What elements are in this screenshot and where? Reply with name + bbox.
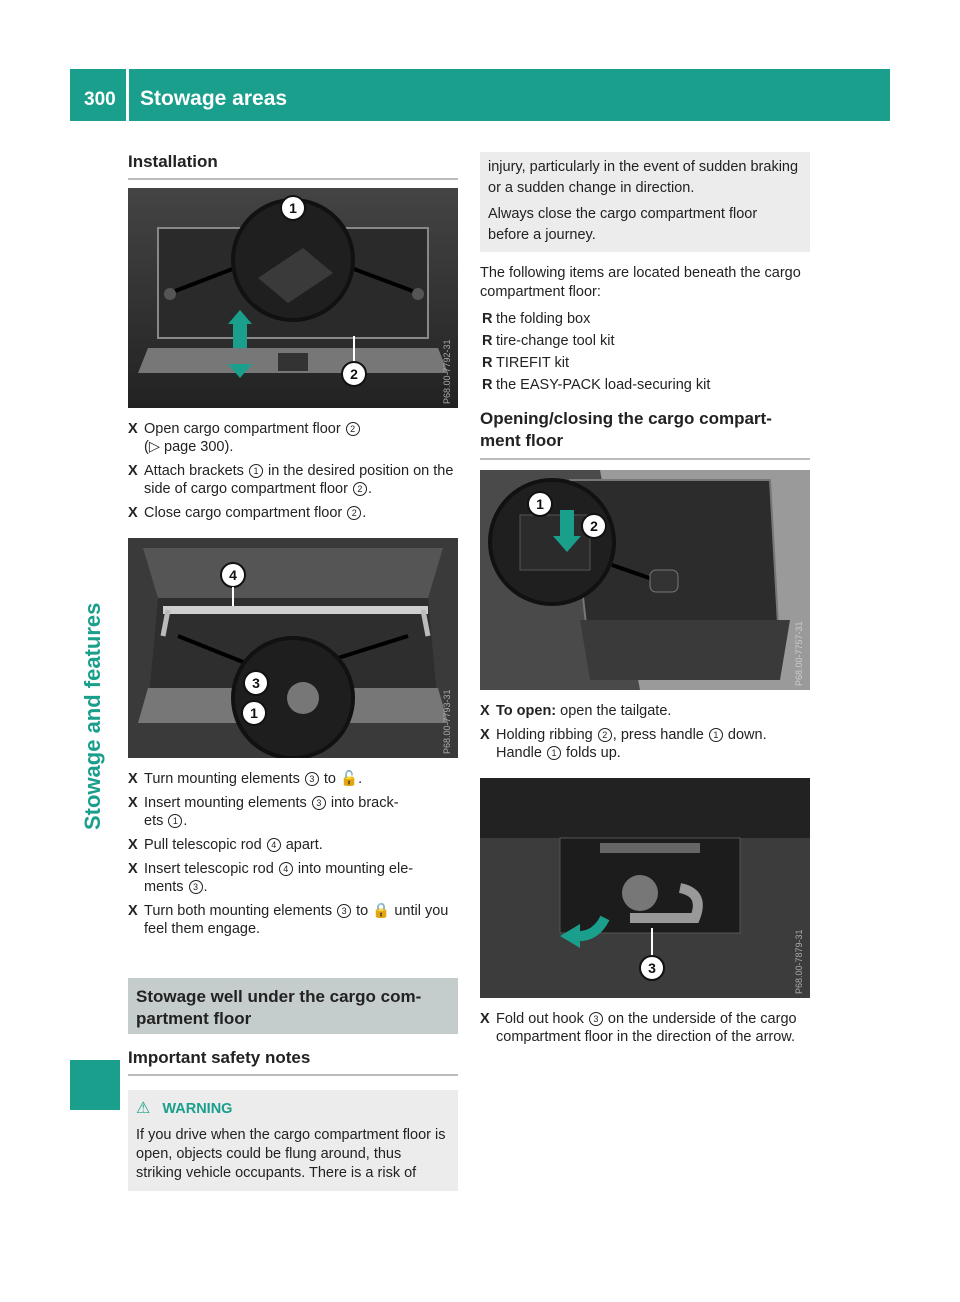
bullet-list: [480, 310, 810, 394]
figure-callout: 1: [536, 496, 544, 512]
step: X Turn mounting elements 3 to 🔓.: [128, 771, 363, 787]
warning-text-continued: injury, particularly in the event of sudden braking or a sudden change in direction.: [488, 159, 799, 196]
figure-callout: 3: [252, 675, 260, 691]
header-divider: [126, 69, 129, 121]
heading-opening: Opening/closing the cargo compart- ment floor: [480, 409, 772, 450]
figure-code: P68.00-7792-31: [442, 339, 452, 404]
step: X Attach brackets 1 in the desired position on the side of cargo compartment floor 2 .: [128, 463, 454, 497]
figure-callout: 4: [229, 567, 237, 583]
step: X Holding ribbing 2 , press handle 1 down. Handle 1 folds up.: [480, 727, 767, 761]
figure-code: P68.00-7879-31: [794, 929, 804, 994]
heading-rule: [480, 458, 810, 460]
installation-steps-1: [128, 420, 458, 522]
heading-rule: [128, 1074, 458, 1076]
step: X Turn both mounting elements 3 to 🔒 until you feel them engage.: [128, 903, 449, 937]
warning-icon: ⚠: [136, 1100, 151, 1117]
unlock-icon: 🔓: [340, 771, 359, 787]
list-item: R tire-change tool kit: [482, 333, 615, 349]
step: X Insert telescopic rod 4 into mounting ele- ments 3 .: [128, 861, 414, 895]
warning-text: If you drive when the cargo compartment floor is open, objects could be flung around, thus striking vehicle occupants. There is a risk of: [136, 1127, 446, 1181]
section-title-bar: [128, 978, 458, 1034]
figure-callout: 1: [250, 705, 258, 721]
fold-steps: [480, 1010, 810, 1046]
step: X Close cargo compartment floor 2 .: [128, 505, 367, 521]
page-title: Stowage areas: [140, 87, 288, 110]
section-title: Stowage well under the cargo com- partment floor: [136, 987, 422, 1028]
figure-open-handle: [480, 470, 810, 690]
heading-safety: Important safety notes: [128, 1048, 311, 1067]
right-column: [480, 152, 810, 1052]
figure-code: P68.00-7793-31: [442, 689, 452, 754]
intro-text: The following items are located beneath the cargo compartment floor:: [480, 265, 801, 300]
warning-title: ⚠ WARNING: [136, 1100, 233, 1117]
left-column: [128, 152, 458, 1191]
figure-installation-brackets: [128, 188, 458, 408]
step: X To open: open the tailgate.: [480, 703, 672, 719]
side-tab: [80, 602, 120, 840]
step: X Fold out hook 3 on the underside of the cargo compartment floor in the direction of the arrow.: [480, 1011, 797, 1045]
page-number: 300: [84, 89, 116, 110]
step: X Pull telescopic rod 4 apart.: [128, 837, 323, 853]
list-item: R the folding box: [482, 311, 591, 327]
side-tab-label: Stowage and features: [80, 602, 105, 830]
figure-fold-hook: [480, 778, 810, 998]
figure-telescopic-rod: [128, 538, 458, 758]
lock-icon: 🔒: [372, 903, 391, 919]
installation-steps-2: [128, 770, 458, 938]
list-item: R the EASY-PACK load-securing kit: [482, 377, 711, 393]
figure-callout: 2: [590, 518, 598, 534]
open-steps: [480, 702, 810, 762]
page-header: [70, 69, 890, 121]
figure-code: P68.00-7757-31: [794, 621, 804, 686]
warning-box-continued: [480, 152, 810, 252]
warning-text-continued-2: Always close the cargo compartment floor before a journey.: [488, 206, 758, 243]
side-tab-block: [70, 1060, 120, 1110]
figure-callout: 2: [350, 366, 358, 382]
heading-installation: Installation: [128, 152, 218, 171]
list-item: R TIREFIT kit: [482, 355, 570, 371]
step: X Open cargo compartment floor 2 (▷ page 300).: [128, 420, 458, 456]
heading-rule: [128, 178, 458, 180]
warning-box: [128, 1090, 458, 1191]
figure-callout: 1: [289, 200, 297, 216]
step: X Insert mounting elements 3 into brack- ets 1 .: [128, 795, 399, 829]
figure-callout: 3: [648, 960, 656, 976]
